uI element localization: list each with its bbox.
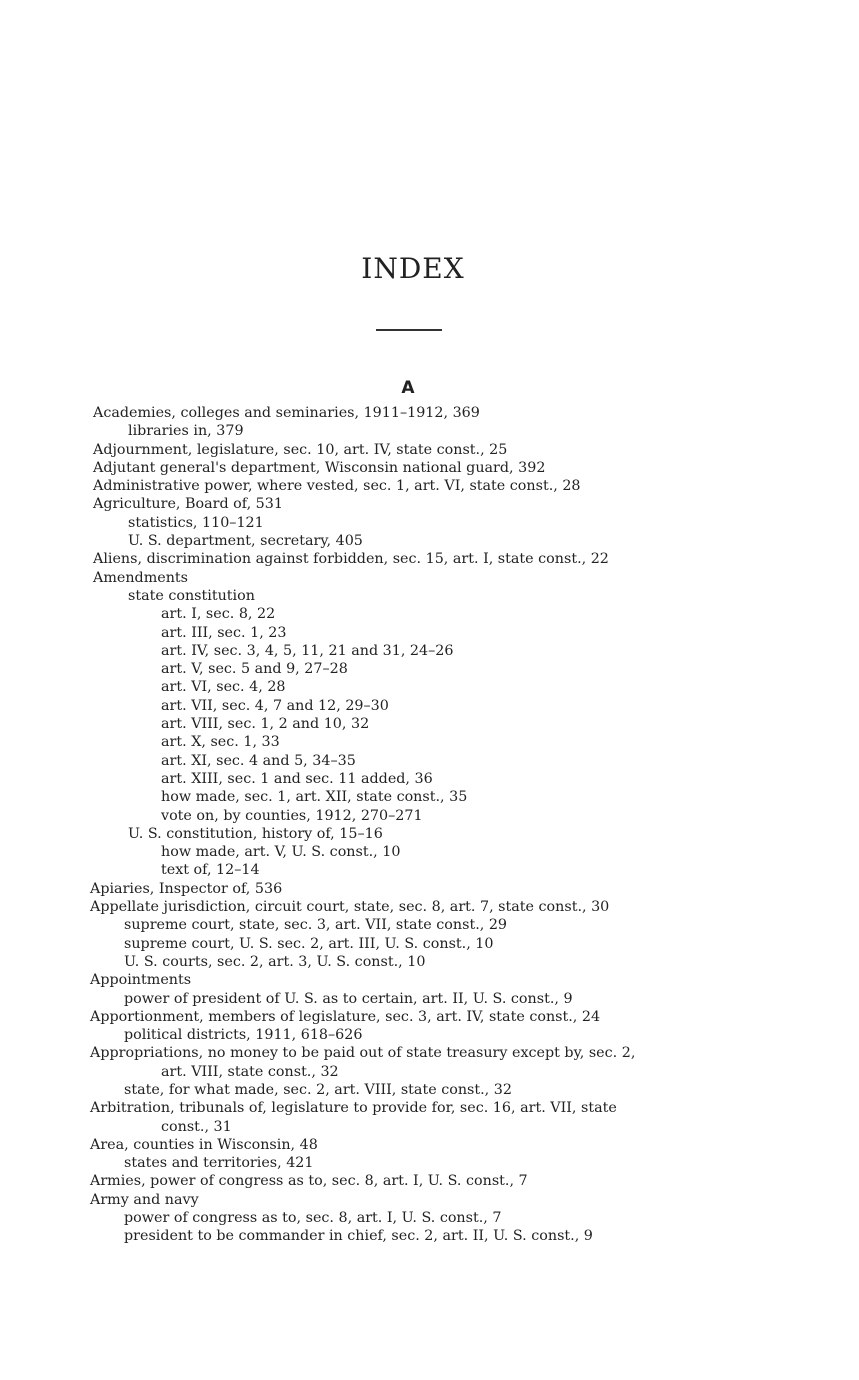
index-entry: Aliens, discrimination against forbidden, sec. 15, art. I, state const., 22 — [93, 551, 609, 568]
index-subsubentry: art. V, sec. 5 and 9, 27–28 — [161, 661, 348, 678]
index-subsubentry: how made, sec. 1, art. XII, state const., 35 — [161, 789, 468, 806]
index-subentry: political districts, 1911, 618–626 — [124, 1027, 363, 1044]
index-entry: Area, counties in Wisconsin, 48 — [90, 1136, 318, 1153]
section-letter: A — [401, 378, 415, 398]
index-subentry: states and territories, 421 — [124, 1155, 314, 1172]
index-entry: Agriculture, Board of, 531 — [93, 496, 283, 513]
index-subsubentry: art. I, sec. 8, 22 — [161, 606, 276, 623]
index-subsubentry: art. VI, sec. 4, 28 — [161, 679, 286, 696]
index-entry: Armies, power of congress as to, sec. 8, art. I, U. S. const., 7 — [90, 1173, 528, 1190]
index-subsubentry: text of, 12–14 — [161, 862, 260, 879]
index-subsubentry: art. VII, sec. 4, 7 and 12, 29–30 — [161, 697, 389, 714]
index-entry: Appropriations, no money to be paid out of state treasury except by, sec. 2, — [90, 1045, 636, 1062]
index-entry: Adjutant general's department, Wisconsin national guard, 392 — [93, 459, 546, 476]
index-subsubentry: vote on, by counties, 1912, 270–271 — [161, 807, 423, 824]
index-subsubentry: art. VIII, sec. 1, 2 and 10, 32 — [161, 716, 370, 733]
index-continuation: const., 31 — [161, 1118, 232, 1135]
index-entry: Adjournment, legislature, sec. 10, art. IV, state const., 25 — [93, 441, 508, 458]
index-subsubentry: art. XIII, sec. 1 and sec. 11 added, 36 — [161, 770, 433, 787]
index-subentry: supreme court, state, sec. 3, art. VII, state const., 29 — [124, 917, 508, 934]
index-subentry: president to be commander in chief, sec. 2, art. II, U. S. const., 9 — [124, 1228, 593, 1245]
index-entry: Apiaries, Inspector of, 536 — [90, 880, 283, 897]
index-subsubentry: art. X, sec. 1, 33 — [161, 734, 280, 751]
index-subentry: state, for what made, sec. 2, art. VIII, state const., 32 — [124, 1081, 512, 1098]
index-entry: Appointments — [90, 972, 192, 989]
index-subentry: U. S. courts, sec. 2, art. 3, U. S. const., 10 — [124, 953, 426, 970]
index-subsubentry: how made, art. V, U. S. const., 10 — [161, 844, 401, 861]
index-subentry: U. S. constitution, history of, 15–16 — [128, 825, 383, 842]
index-subentry: power of president of U. S. as to certain, art. II, U. S. const., 9 — [124, 990, 573, 1007]
index-entry: Army and navy — [90, 1191, 199, 1208]
index-subentry: statistics, 110–121 — [128, 514, 264, 531]
index-subentry: supreme court, U. S. sec. 2, art. III, U. S. const., 10 — [124, 935, 494, 952]
title-divider — [376, 329, 442, 331]
index-subsubentry: art. IV, sec. 3, 4, 5, 11, 21 and 31, 24–26 — [161, 642, 454, 659]
index-entry: Appellate jurisdiction, circuit court, state, sec. 8, art. 7, state const., 30 — [90, 899, 610, 916]
index-subentry: U. S. department, secretary, 405 — [128, 533, 363, 550]
index-entry: Amendments — [93, 569, 189, 586]
index-subsubentry: art. XI, sec. 4 and 5, 34–35 — [161, 752, 356, 769]
index-entry: Arbitration, tribunals of, legislature to provide for, sec. 16, art. VII, state — [90, 1100, 617, 1117]
index-entries — [0, 404, 859, 1246]
index-entry: Academies, colleges and seminaries, 1911–1912, 369 — [93, 405, 480, 421]
index-subsubentry: art. III, sec. 1, 23 — [161, 624, 287, 641]
index-subentry: power of congress as to, sec. 8, art. I, U. S. const., 7 — [124, 1210, 502, 1227]
page-title: INDEX — [361, 252, 465, 285]
index-entry: Apportionment, members of legislature, sec. 3, art. IV, state const., 24 — [90, 1008, 601, 1025]
index-subentry: state constitution — [128, 587, 255, 604]
index-continuation: art. VIII, state const., 32 — [161, 1063, 339, 1080]
index-entry: Administrative power, where vested, sec. 1, art. VI, state const., 28 — [93, 478, 581, 495]
index-subentry: libraries in, 379 — [128, 423, 244, 440]
